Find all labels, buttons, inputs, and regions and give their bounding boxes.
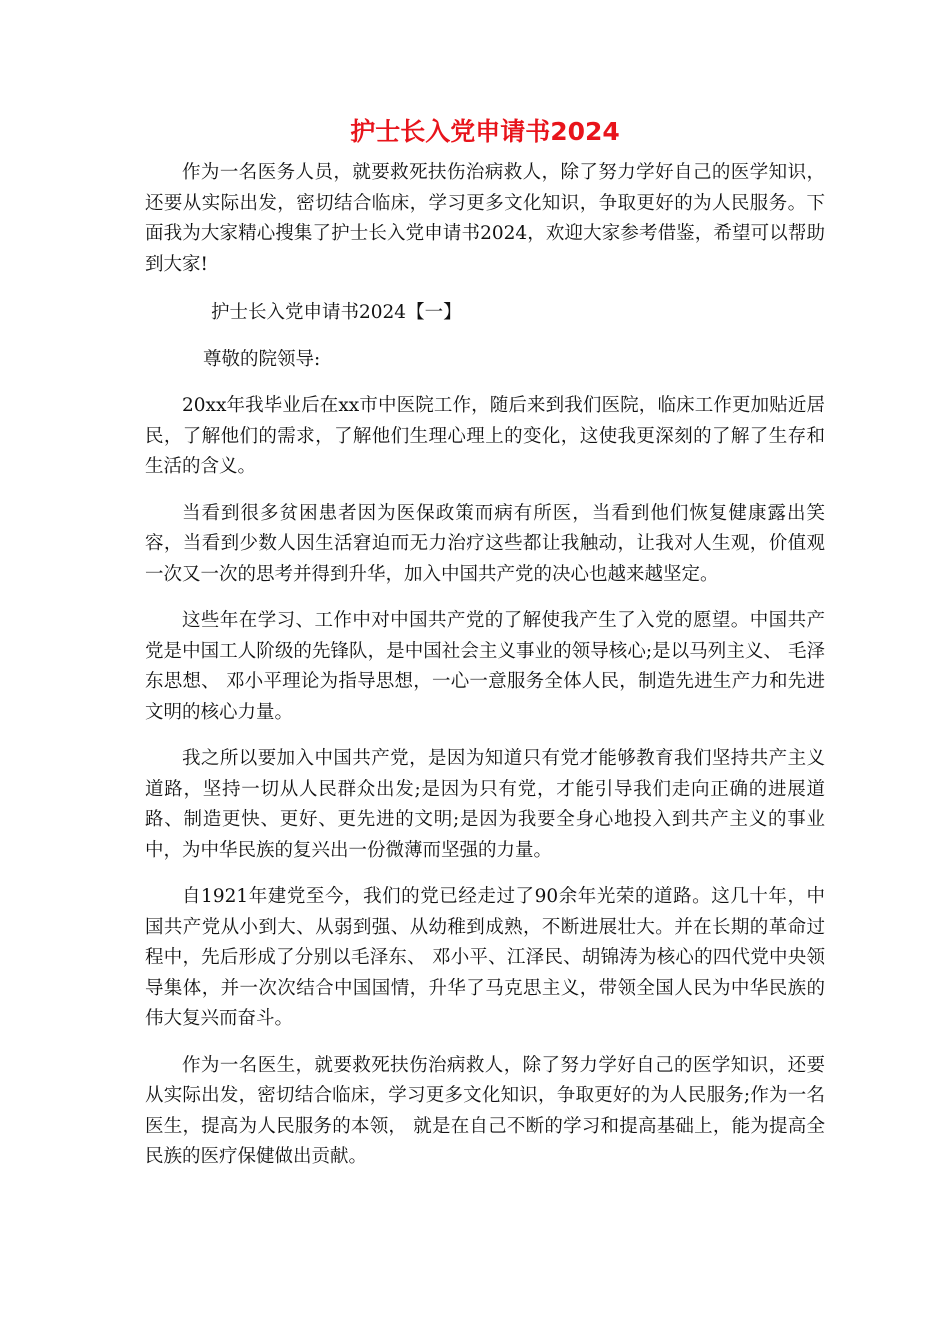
body-paragraph-4: 我之所以要加入中国共产党，是因为知道只有党才能够教育我们坚持共产主义道路，坚持一切从人民群众出发;是因为只有党，才能引导我们走向正确的进展道路、制造更快、更好、更先进的文明;是因为我要全身心地投入到共产主义的事业中，为中华民族的复兴出一份微薄而坚强的力量。: [145, 748, 825, 861]
salutation: 尊敬的院领导:: [203, 348, 321, 370]
document-title: 护士长入党申请书2024: [350, 117, 620, 146]
body-paragraph-5: 自1921年建党至今，我们的党已经走过了90余年光荣的道路。这几十年，中国共产党从小到大、从弱到强、从幼稚到成熟，不断进展壮大。并在长期的革命过程中，先后形成了分别以毛泽东、 邓小平、江泽民、胡锦涛为核心的四代党中央领导集体，并一次次结合中国国情，升华了马克思主义，带领全国人民为中华民族的伟大复兴而奋斗。: [145, 886, 825, 1029]
body-paragraph-2: 当看到很多贫困患者因为医保政策而病有所医，当看到他们恢复健康露出笑容，当看到少数人因生活窘迫而无力治疗这些都让我触动，让我对人生观，价值观一次又一次的思考并得到升华，加入中国共产党的决心也越来越坚定。: [145, 502, 825, 585]
body-paragraph-6: 作为一名医生，就要救死扶伤治病救人，除了努力学好自己的医学知识，还要从实际出发，密切结合临床，学习更多文化知识，争取更好的为人民服务;作为一名医生，提高为人民服务的本领， 就是在自己不断的学习和提高基础上，能为提高全民族的医疗保健做出贡献。: [145, 1054, 825, 1167]
body-paragraph-3: 这些年在学习、工作中对中国共产党的了解使我产生了入党的愿望。中国共产党是中国工人阶级的先锋队，是中国社会主义事业的领导核心;是以马列主义、 毛泽东思想、 邓小平理论为指导思想，一心一意服务全体人民，制造先进生产力和先进文明的核心力量。: [145, 610, 825, 723]
document-page: [145, 112, 825, 1189]
body-paragraph-1: 20xx年我毕业后在xx市中医院工作，随后来到我们医院，临床工作更加贴近居民，了解他们的需求，了解他们生理心理上的变化，这使我更深刻的了解了生存和生活的含义。: [145, 395, 825, 477]
section-heading: 护士长入党申请书2024【一】: [211, 302, 462, 323]
intro-paragraph: 作为一名医务人员，就要救死扶伤治病救人，除了努力学好自己的医学知识，还要从实际出发，密切结合临床，学习更多文化知识，争取更好的为人民服务。下面我为大家精心搜集了护士长入党申请书2024，欢迎大家参考借鉴，希望可以帮助到大家!: [145, 162, 825, 275]
